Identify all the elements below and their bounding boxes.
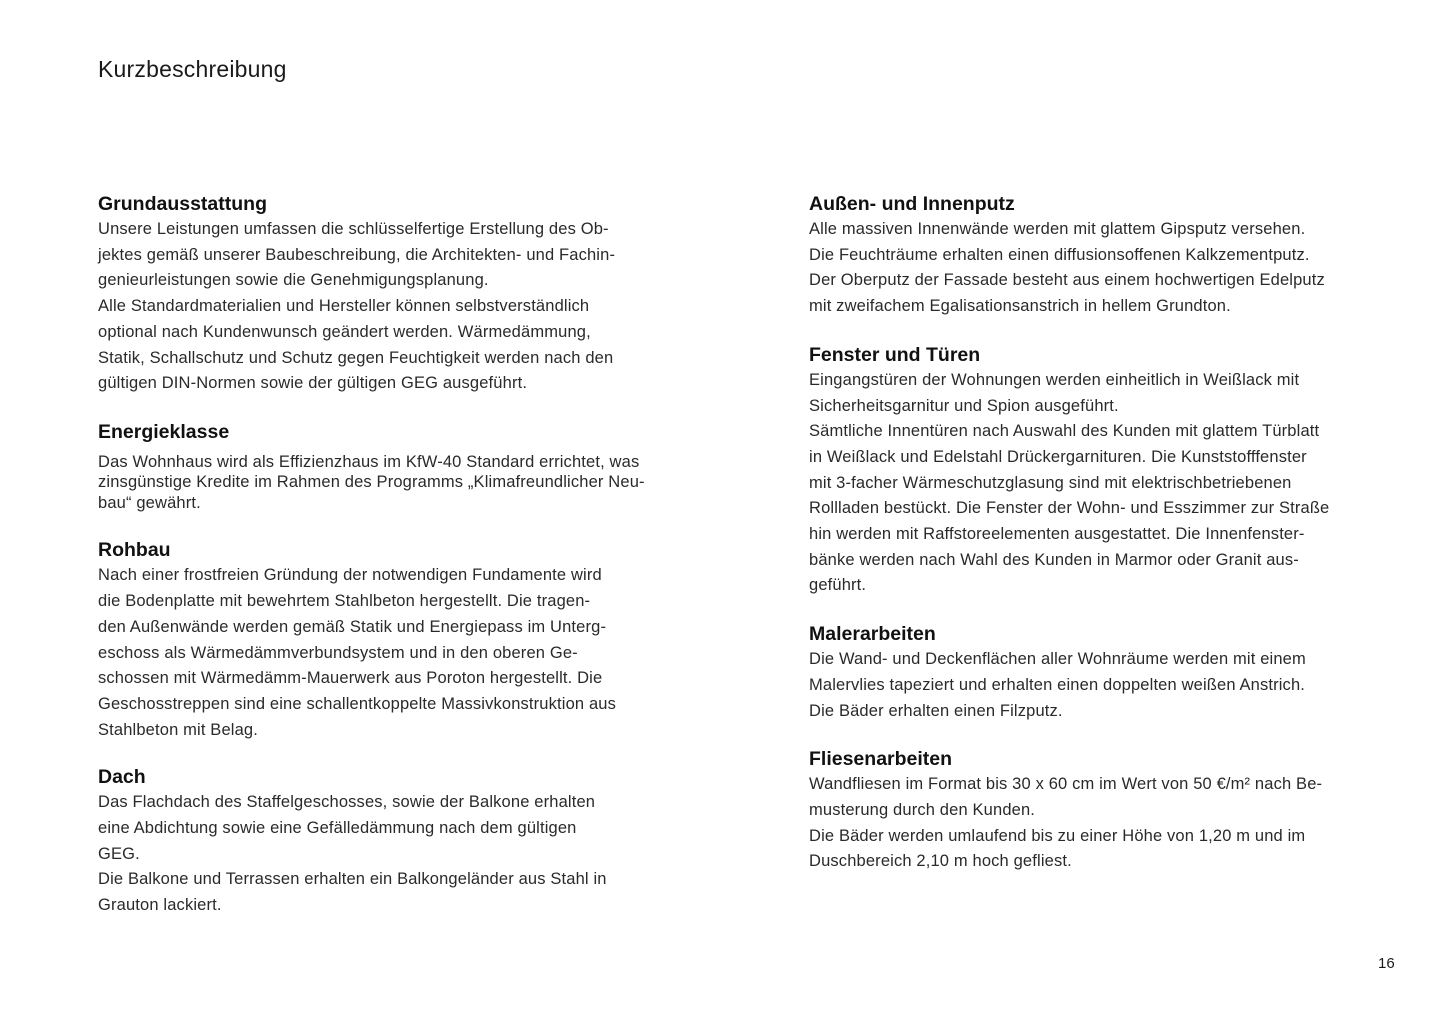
paragraph-line: Wandfliesen im Format bis 30 x 60 cm im Wert von 50 €/m² nach Be- xyxy=(809,775,1323,794)
paragraph-line: die Bodenplatte mit bewehrtem Stahlbeton hergestellt. Die tragen- xyxy=(98,592,591,611)
section-heading: Malerarbeiten xyxy=(809,623,936,646)
paragraph-line: eschoss als Wärmedämmverbundsystem und in den oberen Ge- xyxy=(98,643,578,662)
paragraph-line: Nach einer frostfreien Gründung der notwendigen Fundamente wird xyxy=(98,566,602,585)
paragraph-line: optional nach Kundenwunsch geändert werden. Wärmedämmung, xyxy=(98,322,591,341)
section-heading: Fenster und Türen xyxy=(809,343,981,366)
paragraph-line: Alle Standardmaterialien und Hersteller können selbstverständlich xyxy=(98,297,590,316)
paragraph-line: eine Abdichtung sowie eine Gefälledämmung nach dem gültigen xyxy=(98,819,577,838)
paragraph-line: schossen mit Wärmedämm-Mauerwerk aus Poroton hergestellt. Die xyxy=(98,669,603,688)
paragraph-line: Unsere Leistungen umfassen die schlüsselfertige Erstellung des Ob- xyxy=(98,220,609,238)
paragraph-line: musterung durch den Kunden. xyxy=(809,800,1036,819)
paragraph-line: Malervlies tapeziert und erhalten einen doppelten weißen Anstrich. xyxy=(809,675,1306,694)
paragraph-line: gültigen DIN-Normen sowie der gültigen GEG ausgeführt. xyxy=(98,374,528,393)
paragraph-line: mit 3-facher Wärmeschutzglasung sind mit elektrischbetriebenen xyxy=(809,473,1292,492)
paragraph-line: Die Bäder werden umlaufend bis zu einer Höhe von 1,20 m und im xyxy=(809,826,1306,845)
paragraph-line: bänke werden nach Wahl des Kunden in Marmor oder Granit aus- xyxy=(809,550,1299,569)
section-malerarbeiten xyxy=(809,622,1379,724)
right-column xyxy=(809,192,1379,875)
paragraph-line: Die Balkone und Terrassen erhalten ein Balkongeländer aus Stahl in xyxy=(98,870,607,889)
paragraph-line: Eingangstüren der Wohnungen werden einheitlich in Weißlack mit xyxy=(809,370,1300,389)
paragraph-line: genieurleistungen sowie die Genehmigungsplanung. xyxy=(98,271,489,290)
paragraph-line: Statik, Schallschutz und Schutz gegen Feuchtigkeit werden nach den xyxy=(98,348,614,367)
paragraph-line: geführt. xyxy=(809,576,867,595)
paragraph-line: bau“ gewährt. xyxy=(98,493,201,512)
section-heading: Dach xyxy=(98,766,146,789)
page-title: Kurzbeschreibung xyxy=(98,56,287,82)
section-putz xyxy=(809,192,1379,320)
paragraph-line: den Außenwände werden gemäß Statik und Energiepass im Unterg- xyxy=(98,617,607,636)
paragraph-line: Geschosstreppen sind eine schallentkoppelte Massivkonstruktion aus xyxy=(98,694,617,713)
paragraph-line: in Weißlack und Edelstahl Drückergarnituren. Die Kunststofffenster xyxy=(809,447,1307,466)
section-heading: Energieklasse xyxy=(98,420,230,443)
section-fenster-tueren xyxy=(809,343,1379,599)
paragraph-line: Rollladen bestückt. Die Fenster der Wohn- und Esszimmer zur Straße xyxy=(809,499,1330,518)
paragraph-line: hin werden mit Raffstoreelementen ausgestattet. Die Innenfenster- xyxy=(809,525,1305,544)
paragraph-line: Grauton lackiert. xyxy=(98,896,222,915)
section-heading: Außen- und Innenputz xyxy=(809,193,1015,215)
paragraph-line: zinsgünstige Kredite im Rahmen des Programms „Klimafreundlicher Neu- xyxy=(98,473,645,492)
paragraph-line: Das Flachdach des Staffelgeschosses, sowie der Balkone erhalten xyxy=(98,793,596,812)
paragraph-line: Duschbereich 2,10 m hoch gefliest. xyxy=(809,852,1072,871)
section-heading: Rohbau xyxy=(98,539,171,562)
page-number: 16 xyxy=(1378,955,1395,972)
paragraph-line: Der Oberputz der Fassade besteht aus einem hochwertigen Edelputz xyxy=(809,271,1325,290)
paragraph-line: GEG. xyxy=(98,844,140,863)
section-fliesenarbeiten xyxy=(809,747,1379,875)
section-rohbau xyxy=(98,538,668,743)
paragraph-line: jektes gemäß unserer Baubeschreibung, die Architekten- und Fachin- xyxy=(98,245,616,264)
paragraph-line: Alle massiven Innenwände werden mit glattem Gipsputz versehen. xyxy=(809,220,1306,238)
left-column xyxy=(98,192,668,919)
paragraph-line: mit zweifachem Egalisationsanstrich in hellem Grundton. xyxy=(809,297,1231,316)
paragraph-line: Das Wohnhaus wird als Effizienzhaus im KfW-40 Standard errichtet, was xyxy=(98,452,640,471)
section-heading: Fliesenarbeiten xyxy=(809,748,953,771)
paragraph-line: Die Feuchträume erhalten einen diffusionsoffenen Kalkzementputz. xyxy=(809,245,1310,264)
paragraph-line: Sicherheitsgarnitur und Spion ausgeführt. xyxy=(809,396,1119,415)
section-energieklasse xyxy=(98,420,668,514)
section-dach xyxy=(98,765,668,919)
paragraph-line: Stahlbeton mit Belag. xyxy=(98,720,258,739)
paragraph-line: Sämtliche Innentüren nach Auswahl des Kunden mit glattem Türblatt xyxy=(809,422,1320,441)
paragraph-line: Die Wand- und Deckenflächen aller Wohnräume werden mit einem xyxy=(809,650,1306,669)
section-heading: Grundausstattung xyxy=(98,193,267,215)
paragraph-line: Die Bäder erhalten einen Filzputz. xyxy=(809,701,1063,720)
section-grundausstattung xyxy=(98,192,668,397)
